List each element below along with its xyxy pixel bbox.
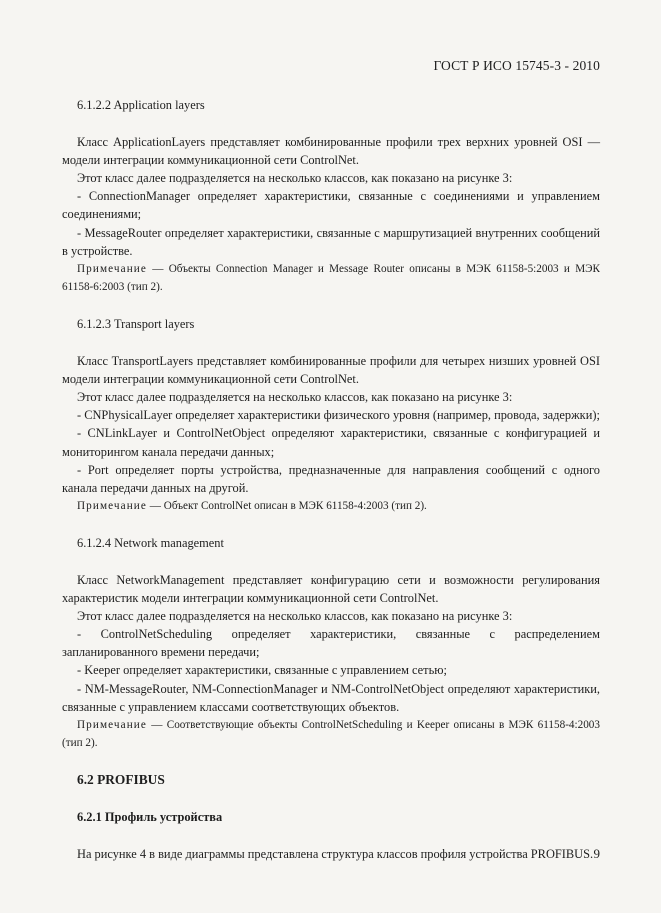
note-label: Примечание <box>77 718 147 731</box>
note-text: — Соответствующие объекты ControlNetScheduling и Keeper описаны в МЭК 61158-4:2003 (тип 2). <box>62 718 600 749</box>
document-id-header: ГОСТ Р ИСО 15745-3 - 2010 <box>433 58 600 73</box>
list-item: - MessageRouter определяет характеристики, связанные с маршрутизацией внутренних сообщений в устройстве. <box>62 225 600 258</box>
list-item: - ControlNetScheduling определяет характеристики, связанные с распределением запланированного времени передачи; <box>62 627 600 660</box>
list-item: - Keeper определяет характеристики, связанные с управлением сетью; <box>77 663 447 678</box>
paragraph: Этот класс далее подразделяется на несколько классов, как показано на рисунке 3: <box>77 609 513 624</box>
note <box>62 716 600 752</box>
page-content <box>62 96 600 863</box>
note-text: — Объект ControlNet описан в МЭК 61158-4:2003 (тип 2). <box>146 499 427 512</box>
page-number: 9 <box>593 846 600 861</box>
paragraph: Этот класс далее подразделяется на несколько классов, как показано на рисунке 3: <box>77 171 513 186</box>
note-label: Примечание <box>77 499 147 512</box>
paragraph: Класс TransportLayers представляет комбинированные профили для четырех низших уровней OSI модели интеграции коммуникационной сети ControlNet. <box>62 354 600 387</box>
list-item: - NM-MessageRouter, NM-ConnectionManager и NM-ControlNetObject определяют характеристики, связанные с управлением классами соответствующих объектов. <box>62 681 600 714</box>
list-item: - ConnectionManager определяет характеристики, связанные с соединениями и управлением соединениями; <box>62 189 600 222</box>
paragraph: На рисунке 4 в виде диаграммы представлена структура классов профиля устройства PROFIBUS. <box>77 847 594 862</box>
list-item: - CNPhysicalLayer определяет характеристики физического уровня (например, провода, задержки); <box>77 408 600 423</box>
note-text: — Объекты Connection Manager и Message Router описаны в МЭК 61158-5:2003 и МЭК 61158-6:2003 (тип 2). <box>62 262 600 293</box>
section-heading-6-2: 6.2 PROFIBUS <box>77 771 165 787</box>
note-label: Примечание <box>77 262 147 275</box>
list-item: - CNLinkLayer и ControlNetObject определяют характеристики, связанные с конфигурацией и мониторингом канала передачи данных; <box>62 426 600 459</box>
note <box>62 497 600 515</box>
section-heading-6-2-1: 6.2.1 Профиль устройства <box>77 810 223 824</box>
list-item: - Port определяет порты устройства, предназначенные для направления сообщений с одного канала передачи данных на другой. <box>62 462 600 495</box>
note <box>62 260 600 296</box>
paragraph: Класс NetworkManagement представляет конфигурацию сети и возможности регулирования характеристик модели интеграции коммуникационной сети ControlNet. <box>62 572 600 606</box>
paragraph: Класс ApplicationLayers представляет комбинированные профили трех верхних уровней OSI — модели интеграции коммуникационной сети ControlNet. <box>62 135 600 168</box>
paragraph: Этот класс далее подразделяется на несколько классов, как показано на рисунке 3: <box>77 390 513 405</box>
section-heading-6-1-2-3: 6.1.2.3 Transport layers <box>77 316 195 331</box>
section-heading-6-1-2-2: 6.1.2.2 Application layers <box>77 98 205 112</box>
section-heading-6-1-2-4: 6.1.2.4 Network management <box>77 535 224 550</box>
